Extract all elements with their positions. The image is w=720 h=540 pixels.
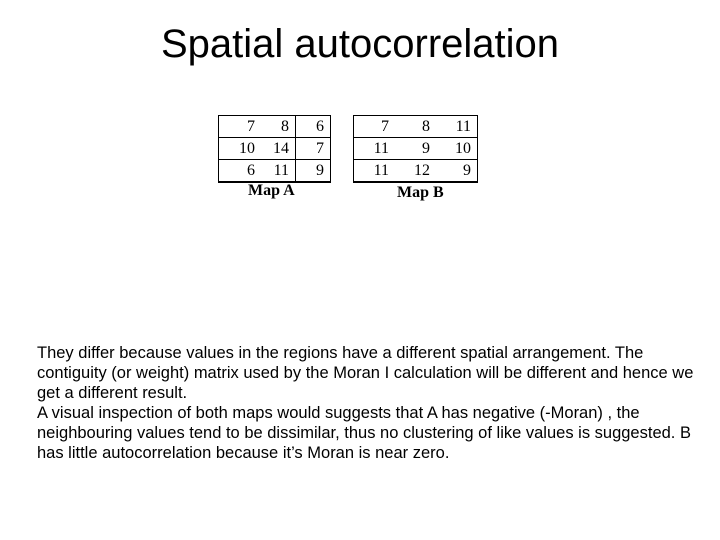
map-b-cell: 8 [395,116,436,138]
explanation-text [37,343,697,463]
map-a-cell: 7 [296,138,331,160]
map-b-cell: 11 [436,116,478,138]
map-b-row [354,160,478,183]
map-a-row [219,160,331,183]
map-a-cell: 11 [273,161,289,179]
map-a-row [219,116,331,138]
map-a-cell: 7 [219,116,262,138]
map-b-grid [353,115,478,183]
map-a-cell: 8 [261,116,296,138]
map-a-cell: 6 [219,160,262,183]
map-b-row [354,138,478,160]
slide-title: Spatial autocorrelation [160,22,560,66]
map-b-cell: 9 [395,138,436,160]
explanation-paragraph-2: A visual inspection of both maps would suggests that A has negative (-Moran) , the neighbouring values tend to be dissimilar, thus no clustering of like values is suggested. B has little autocorrelation because it’s Moran is near zero. [37,404,691,462]
map-b-cell: 10 [436,138,478,160]
map-a-grid [218,115,331,183]
map-a-table [218,115,331,183]
map-b-cell: 9 [436,160,478,183]
map-b-table [353,115,478,183]
map-a-caption: Map A [248,182,295,199]
map-b-row [354,116,478,138]
map-b-cell: 11 [354,160,396,183]
map-a-cell: 14 [261,138,296,160]
map-a-cell: 9 [296,160,331,183]
map-b-cell: 11 [354,138,396,160]
map-a-cell: 10 [219,138,262,160]
map-b-caption: Map B [397,184,444,201]
map-a-cell: 6 [296,116,331,138]
map-b-cell: 7 [354,116,396,138]
explanation-paragraph-1: They differ because values in the regions have a different spatial arrangement. The contiguity (or weight) matrix used by the Moran I calculation will be different and hence we get a different result. [37,344,694,402]
map-a-row [219,138,331,160]
map-b-cell: 12 [414,161,430,179]
